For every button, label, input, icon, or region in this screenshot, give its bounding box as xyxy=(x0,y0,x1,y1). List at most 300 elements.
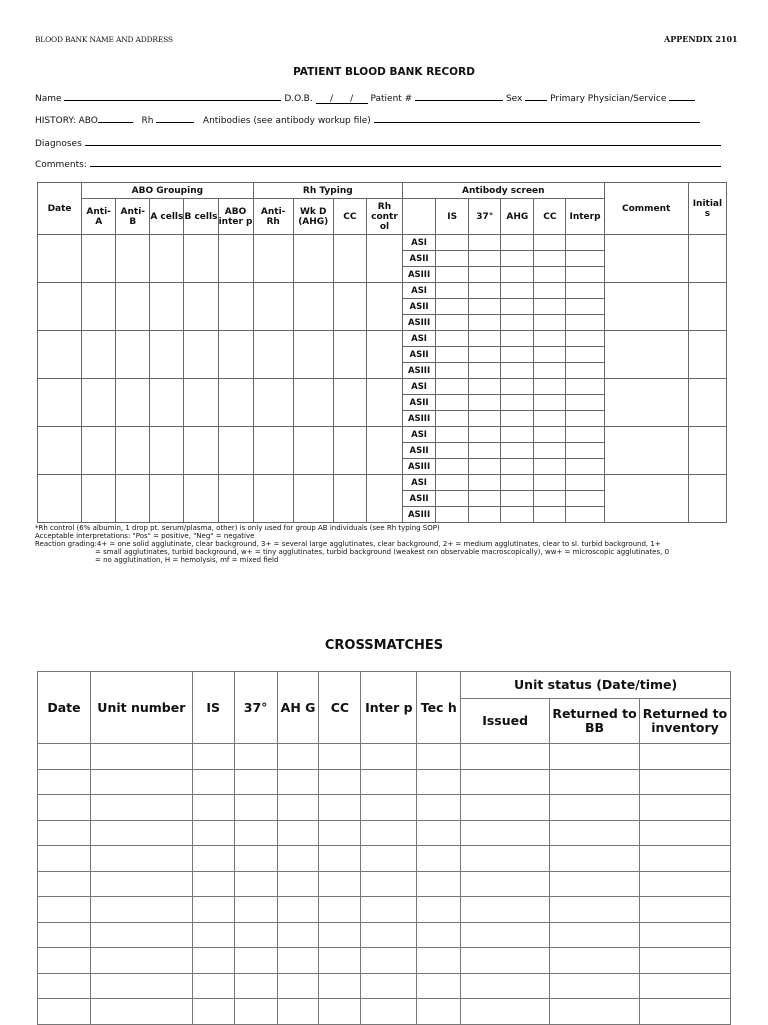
crossmatch-cell[interactable] xyxy=(461,744,550,770)
antibody-screen-cell[interactable] xyxy=(534,507,566,523)
antibody-screen-cell[interactable] xyxy=(534,331,566,347)
antibody-screen-cell[interactable] xyxy=(566,427,604,443)
crossmatch-cell[interactable] xyxy=(461,897,550,923)
abo-col-header: B cells xyxy=(184,199,218,235)
crossmatch-cell[interactable] xyxy=(277,922,319,948)
antibody-screen-cell[interactable] xyxy=(534,443,566,459)
crossmatch-cell[interactable] xyxy=(461,820,550,846)
record-cell[interactable] xyxy=(366,379,402,427)
crossmatch-cell[interactable] xyxy=(192,744,234,770)
crossmatch-cell[interactable] xyxy=(192,999,234,1025)
crossmatch-cell[interactable] xyxy=(234,948,277,974)
crossmatch-cell[interactable] xyxy=(417,846,461,872)
crossmatch-cell[interactable] xyxy=(639,744,730,770)
crossmatch-cell[interactable] xyxy=(90,744,192,770)
record-cell[interactable] xyxy=(366,427,402,475)
antibody-screen-cell[interactable] xyxy=(501,315,534,331)
antibody-screen-cell[interactable] xyxy=(566,251,604,267)
name-field[interactable] xyxy=(64,91,281,101)
crossmatch-cell[interactable] xyxy=(319,795,361,821)
record-cell[interactable] xyxy=(184,235,218,283)
crossmatch-cell[interactable] xyxy=(319,846,361,872)
crossmatch-cell[interactable] xyxy=(277,973,319,999)
crossmatch-cell[interactable] xyxy=(639,922,730,948)
record-cell[interactable] xyxy=(333,283,366,331)
crossmatch-cell[interactable] xyxy=(319,999,361,1025)
antibody-screen-cell[interactable] xyxy=(436,283,469,299)
crossmatch-cell[interactable] xyxy=(90,948,192,974)
antibody-screen-cell[interactable] xyxy=(534,363,566,379)
crossmatch-cell[interactable] xyxy=(550,948,640,974)
crossmatch-cell[interactable] xyxy=(38,922,91,948)
patient-number-field[interactable] xyxy=(415,91,503,101)
crossmatch-cell[interactable] xyxy=(361,795,417,821)
comment-cell[interactable] xyxy=(604,475,688,523)
crossmatch-cell[interactable] xyxy=(417,922,461,948)
record-cell[interactable] xyxy=(116,235,150,283)
antibody-screen-cell[interactable] xyxy=(436,299,469,315)
crossmatch-cell[interactable] xyxy=(90,897,192,923)
antibody-screen-cell[interactable] xyxy=(534,379,566,395)
record-cell[interactable] xyxy=(116,331,150,379)
crossmatch-cell[interactable] xyxy=(417,795,461,821)
crossmatch-cell[interactable] xyxy=(550,795,640,821)
rh-field[interactable] xyxy=(156,113,194,123)
crossmatch-cell[interactable] xyxy=(461,973,550,999)
crossmatch-cell[interactable] xyxy=(639,820,730,846)
antibody-screen-cell[interactable] xyxy=(534,315,566,331)
antibody-screen-cell[interactable] xyxy=(436,507,469,523)
antibody-screen-cell[interactable] xyxy=(436,315,469,331)
antibody-screen-cell[interactable] xyxy=(469,427,501,443)
antibody-screen-cell[interactable] xyxy=(534,251,566,267)
antibody-screen-cell[interactable] xyxy=(566,363,604,379)
crossmatch-cell[interactable] xyxy=(461,871,550,897)
sex-field[interactable] xyxy=(525,91,547,101)
antibody-screen-cell[interactable] xyxy=(566,507,604,523)
antibody-screen-cell[interactable] xyxy=(469,267,501,283)
antibody-screen-cell[interactable] xyxy=(469,315,501,331)
xm-unit-number-header: Unit number xyxy=(90,672,192,744)
crossmatch-cell[interactable] xyxy=(417,973,461,999)
crossmatch-cell[interactable] xyxy=(38,871,91,897)
comment-cell[interactable] xyxy=(604,235,688,283)
record-cell[interactable] xyxy=(184,427,218,475)
antibody-screen-cell[interactable] xyxy=(501,395,534,411)
antibody-screen-cell[interactable] xyxy=(566,491,604,507)
record-cell[interactable] xyxy=(116,475,150,523)
crossmatch-cell[interactable] xyxy=(550,922,640,948)
record-cell[interactable] xyxy=(184,283,218,331)
crossmatch-cell[interactable] xyxy=(550,744,640,770)
record-cell[interactable] xyxy=(150,283,184,331)
antibody-screen-cell[interactable] xyxy=(566,299,604,315)
antibody-screen-cell[interactable] xyxy=(501,491,534,507)
physician-field[interactable] xyxy=(669,91,695,101)
record-cell[interactable] xyxy=(293,331,333,379)
antibody-screen-cell[interactable] xyxy=(566,459,604,475)
antibody-screen-cell[interactable] xyxy=(566,235,604,251)
antibody-screen-cell[interactable] xyxy=(501,427,534,443)
crossmatch-cell[interactable] xyxy=(234,795,277,821)
initials-cell[interactable] xyxy=(688,235,726,283)
antibody-screen-cell[interactable] xyxy=(469,251,501,267)
crossmatch-cell[interactable] xyxy=(639,897,730,923)
record-cell[interactable] xyxy=(218,283,253,331)
record-cell[interactable] xyxy=(82,283,116,331)
record-cell[interactable] xyxy=(253,379,293,427)
crossmatch-cell[interactable] xyxy=(417,744,461,770)
crossmatch-cell[interactable] xyxy=(90,999,192,1025)
antibody-screen-cell[interactable] xyxy=(501,363,534,379)
record-cell[interactable] xyxy=(184,475,218,523)
crossmatch-cell[interactable] xyxy=(277,948,319,974)
crossmatch-cell[interactable] xyxy=(639,948,730,974)
antibody-screen-cell[interactable] xyxy=(501,507,534,523)
record-cell[interactable] xyxy=(150,331,184,379)
record-cell[interactable] xyxy=(293,427,333,475)
crossmatch-cell[interactable] xyxy=(417,948,461,974)
comments-field[interactable] xyxy=(90,157,721,167)
comment-cell[interactable] xyxy=(604,427,688,475)
crossmatch-cell[interactable] xyxy=(38,769,91,795)
initials-cell[interactable] xyxy=(688,331,726,379)
antibody-screen-cell[interactable] xyxy=(534,459,566,475)
crossmatch-cell[interactable] xyxy=(361,999,417,1025)
crossmatch-cell[interactable] xyxy=(38,999,91,1025)
antibody-screen-cell[interactable] xyxy=(469,299,501,315)
antibody-screen-cell[interactable] xyxy=(534,395,566,411)
crossmatch-cell[interactable] xyxy=(417,999,461,1025)
crossmatch-cell[interactable] xyxy=(461,795,550,821)
antibody-screen-cell[interactable] xyxy=(501,411,534,427)
antibody-screen-cell[interactable] xyxy=(436,267,469,283)
antibody-screen-cell[interactable] xyxy=(501,299,534,315)
record-cell[interactable] xyxy=(82,379,116,427)
crossmatch-cell[interactable] xyxy=(277,846,319,872)
antibody-screen-cell[interactable] xyxy=(436,347,469,363)
antibody-screen-cell[interactable] xyxy=(469,507,501,523)
antibody-screen-cell[interactable] xyxy=(566,315,604,331)
record-cell[interactable] xyxy=(150,475,184,523)
record-cell[interactable] xyxy=(116,427,150,475)
crossmatch-cell[interactable] xyxy=(38,948,91,974)
crossmatch-cell[interactable] xyxy=(90,973,192,999)
record-cell[interactable] xyxy=(38,235,82,283)
record-cell[interactable] xyxy=(218,331,253,379)
antibody-screen-cell[interactable] xyxy=(534,491,566,507)
record-cell[interactable] xyxy=(253,283,293,331)
initials-cell[interactable] xyxy=(688,379,726,427)
antibody-screen-cell[interactable] xyxy=(534,283,566,299)
antibody-screen-cell[interactable] xyxy=(534,475,566,491)
crossmatch-cell[interactable] xyxy=(90,820,192,846)
antibody-screen-cell[interactable] xyxy=(469,411,501,427)
antibody-screen-cell[interactable] xyxy=(436,379,469,395)
antibody-screen-cell[interactable] xyxy=(469,475,501,491)
crossmatch-cell[interactable] xyxy=(550,973,640,999)
crossmatch-cell[interactable] xyxy=(90,922,192,948)
antibody-screen-cell[interactable] xyxy=(469,491,501,507)
crossmatch-cell[interactable] xyxy=(192,871,234,897)
record-cell[interactable] xyxy=(293,475,333,523)
crossmatch-cell[interactable] xyxy=(38,795,91,821)
record-cell[interactable] xyxy=(82,475,116,523)
antibody-screen-cell[interactable] xyxy=(501,283,534,299)
antibody-screen-cell[interactable] xyxy=(566,331,604,347)
crossmatch-cell[interactable] xyxy=(639,871,730,897)
record-cell[interactable] xyxy=(366,331,402,379)
record-cell[interactable] xyxy=(333,331,366,379)
record-cell[interactable] xyxy=(333,475,366,523)
antibody-screen-cell[interactable] xyxy=(469,459,501,475)
crossmatch-cell[interactable] xyxy=(361,769,417,795)
record-cell[interactable] xyxy=(116,283,150,331)
crossmatch-cell[interactable] xyxy=(234,999,277,1025)
antibody-screen-cell[interactable] xyxy=(436,411,469,427)
crossmatch-cell[interactable] xyxy=(319,897,361,923)
record-cell[interactable] xyxy=(38,427,82,475)
crossmatch-cell[interactable] xyxy=(234,871,277,897)
crossmatch-cell[interactable] xyxy=(361,973,417,999)
antibody-screen-cell[interactable] xyxy=(534,427,566,443)
crossmatch-cell[interactable] xyxy=(639,846,730,872)
crossmatch-cell[interactable] xyxy=(361,871,417,897)
crossmatch-cell[interactable] xyxy=(234,769,277,795)
screen-cell-label: ASI xyxy=(403,283,436,299)
crossmatch-cell[interactable] xyxy=(192,769,234,795)
crossmatch-cell[interactable] xyxy=(319,769,361,795)
crossmatch-cell[interactable] xyxy=(234,922,277,948)
crossmatch-cell[interactable] xyxy=(319,922,361,948)
crossmatch-cell[interactable] xyxy=(90,795,192,821)
antibody-screen-cell[interactable] xyxy=(436,459,469,475)
record-cell[interactable] xyxy=(333,427,366,475)
record-cell[interactable] xyxy=(82,331,116,379)
antibody-screen-cell[interactable] xyxy=(501,251,534,267)
initials-cell[interactable] xyxy=(688,283,726,331)
record-cell[interactable] xyxy=(218,379,253,427)
crossmatch-cell[interactable] xyxy=(277,897,319,923)
crossmatch-cell[interactable] xyxy=(38,897,91,923)
antibody-screen-cell[interactable] xyxy=(436,443,469,459)
crossmatch-cell[interactable] xyxy=(461,948,550,974)
crossmatch-cell[interactable] xyxy=(38,820,91,846)
antibody-screen-cell[interactable] xyxy=(501,331,534,347)
crossmatch-cell[interactable] xyxy=(461,846,550,872)
antibody-screen-cell[interactable] xyxy=(469,347,501,363)
antibody-screen-cell[interactable] xyxy=(469,235,501,251)
crossmatch-cell[interactable] xyxy=(192,846,234,872)
record-cell[interactable] xyxy=(333,379,366,427)
record-cell[interactable] xyxy=(253,427,293,475)
record-cell[interactable] xyxy=(253,475,293,523)
crossmatch-cell[interactable] xyxy=(550,846,640,872)
antibody-screen-cell[interactable] xyxy=(436,395,469,411)
crossmatch-cell[interactable] xyxy=(361,948,417,974)
record-cell[interactable] xyxy=(38,331,82,379)
xm-issued-header: Issued xyxy=(461,699,550,744)
antibody-screen-cell[interactable] xyxy=(469,331,501,347)
crossmatch-cell[interactable] xyxy=(192,820,234,846)
record-cell[interactable] xyxy=(218,235,253,283)
crossmatch-cell[interactable] xyxy=(192,897,234,923)
crossmatch-cell[interactable] xyxy=(639,973,730,999)
antibody-screen-cell[interactable] xyxy=(534,267,566,283)
antibody-screen-cell[interactable] xyxy=(501,475,534,491)
antibodies-field[interactable] xyxy=(374,113,700,123)
crossmatch-cell[interactable] xyxy=(192,948,234,974)
antibody-screen-cell[interactable] xyxy=(436,491,469,507)
record-cell[interactable] xyxy=(253,235,293,283)
crossmatch-cell[interactable] xyxy=(361,820,417,846)
record-cell[interactable] xyxy=(150,427,184,475)
crossmatch-cell[interactable] xyxy=(461,999,550,1025)
record-cell[interactable] xyxy=(38,475,82,523)
crossmatch-cell[interactable] xyxy=(639,999,730,1025)
crossmatch-cell[interactable] xyxy=(319,744,361,770)
antibody-screen-cell[interactable] xyxy=(566,347,604,363)
antibody-screen-cell[interactable] xyxy=(566,283,604,299)
crossmatch-cell[interactable] xyxy=(319,820,361,846)
record-cell[interactable] xyxy=(218,475,253,523)
antibody-screen-cell[interactable] xyxy=(436,331,469,347)
crossmatch-cell[interactable] xyxy=(550,769,640,795)
record-cell[interactable] xyxy=(366,475,402,523)
crossmatch-cell[interactable] xyxy=(319,871,361,897)
record-cell[interactable] xyxy=(366,235,402,283)
dob-field[interactable] xyxy=(316,94,368,104)
record-cell[interactable] xyxy=(293,235,333,283)
antibody-screen-cell[interactable] xyxy=(566,395,604,411)
record-cell[interactable] xyxy=(38,379,82,427)
crossmatch-cell[interactable] xyxy=(38,744,91,770)
abo-label: ABO xyxy=(78,116,98,126)
crossmatch-cell[interactable] xyxy=(234,973,277,999)
crossmatch-cell[interactable] xyxy=(361,922,417,948)
record-cell[interactable] xyxy=(150,235,184,283)
antibody-screen-cell[interactable] xyxy=(566,267,604,283)
crossmatch-cell[interactable] xyxy=(461,769,550,795)
antibody-screen-cell[interactable] xyxy=(566,443,604,459)
record-cell[interactable] xyxy=(184,331,218,379)
record-cell[interactable] xyxy=(82,235,116,283)
record-cell[interactable] xyxy=(293,379,333,427)
record-cell[interactable] xyxy=(218,427,253,475)
crossmatch-cell[interactable] xyxy=(361,744,417,770)
antibody-screen-cell[interactable] xyxy=(469,443,501,459)
antibody-screen-cell[interactable] xyxy=(501,443,534,459)
antibody-screen-cell[interactable] xyxy=(501,267,534,283)
crossmatch-cell[interactable] xyxy=(550,820,640,846)
crossmatch-cell[interactable] xyxy=(361,846,417,872)
crossmatch-cell[interactable] xyxy=(550,871,640,897)
crossmatch-cell[interactable] xyxy=(550,999,640,1025)
antibody-screen-cell[interactable] xyxy=(469,283,501,299)
record-cell[interactable] xyxy=(184,379,218,427)
crossmatch-cell[interactable] xyxy=(417,769,461,795)
antibody-screen-cell[interactable] xyxy=(566,411,604,427)
record-cell[interactable] xyxy=(293,283,333,331)
initials-cell[interactable] xyxy=(688,475,726,523)
antibody-screen-cell[interactable] xyxy=(436,475,469,491)
comment-cell[interactable] xyxy=(604,379,688,427)
crossmatch-cell[interactable] xyxy=(234,820,277,846)
crossmatch-cell[interactable] xyxy=(277,871,319,897)
crossmatch-cell[interactable] xyxy=(192,922,234,948)
crossmatch-cell[interactable] xyxy=(90,871,192,897)
antibody-screen-cell[interactable] xyxy=(436,427,469,443)
record-cell[interactable] xyxy=(150,379,184,427)
crossmatch-cell[interactable] xyxy=(550,897,640,923)
crossmatch-cell[interactable] xyxy=(234,897,277,923)
crossmatch-cell[interactable] xyxy=(319,948,361,974)
antibody-screen-cell[interactable] xyxy=(501,379,534,395)
antibody-screen-cell[interactable] xyxy=(436,235,469,251)
antibody-screen-cell[interactable] xyxy=(534,347,566,363)
comment-cell[interactable] xyxy=(604,283,688,331)
crossmatch-cell[interactable] xyxy=(277,820,319,846)
crossmatch-cell[interactable] xyxy=(277,744,319,770)
crossmatch-cell[interactable] xyxy=(417,820,461,846)
abo-field[interactable] xyxy=(98,113,133,123)
record-cell[interactable] xyxy=(82,427,116,475)
crossmatch-cell[interactable] xyxy=(38,846,91,872)
initials-cell[interactable] xyxy=(688,427,726,475)
record-cell[interactable] xyxy=(38,283,82,331)
crossmatch-cell[interactable] xyxy=(417,897,461,923)
antibody-screen-cell[interactable] xyxy=(501,347,534,363)
antibody-screen-cell[interactable] xyxy=(534,411,566,427)
record-cell[interactable] xyxy=(253,331,293,379)
crossmatch-cell[interactable] xyxy=(277,769,319,795)
crossmatch-cell[interactable] xyxy=(461,922,550,948)
antibody-screen-cell[interactable] xyxy=(501,459,534,475)
crossmatch-cell[interactable] xyxy=(192,973,234,999)
crossmatch-cell[interactable] xyxy=(639,795,730,821)
record-cell[interactable] xyxy=(366,283,402,331)
antibody-screen-cell[interactable] xyxy=(566,379,604,395)
crossmatch-cell[interactable] xyxy=(319,973,361,999)
antibody-screen-cell[interactable] xyxy=(469,395,501,411)
antibody-screen-cell[interactable] xyxy=(469,379,501,395)
record-cell[interactable] xyxy=(116,379,150,427)
crossmatch-cell[interactable] xyxy=(639,769,730,795)
antibody-screen-cell[interactable] xyxy=(566,475,604,491)
antibody-screen-cell[interactable] xyxy=(534,235,566,251)
antibody-screen-cell[interactable] xyxy=(469,363,501,379)
antibody-screen-cell[interactable] xyxy=(436,251,469,267)
antibody-screen-cell[interactable] xyxy=(501,235,534,251)
antibody-screen-cell[interactable] xyxy=(534,299,566,315)
crossmatch-cell[interactable] xyxy=(38,973,91,999)
crossmatch-cell[interactable] xyxy=(234,846,277,872)
crossmatch-cell[interactable] xyxy=(90,769,192,795)
crossmatch-cell[interactable] xyxy=(192,795,234,821)
crossmatch-cell[interactable] xyxy=(361,897,417,923)
comment-cell[interactable] xyxy=(604,331,688,379)
crossmatch-cell[interactable] xyxy=(234,744,277,770)
crossmatch-cell[interactable] xyxy=(277,795,319,821)
xm-ahg-header: AH G xyxy=(277,672,319,744)
record-cell[interactable] xyxy=(333,235,366,283)
comments-label: Comments: xyxy=(35,160,87,170)
crossmatch-cell[interactable] xyxy=(90,846,192,872)
crossmatch-cell[interactable] xyxy=(277,999,319,1025)
crossmatch-cell[interactable] xyxy=(417,871,461,897)
antibody-screen-cell[interactable] xyxy=(436,363,469,379)
diagnoses-field[interactable] xyxy=(85,136,721,146)
